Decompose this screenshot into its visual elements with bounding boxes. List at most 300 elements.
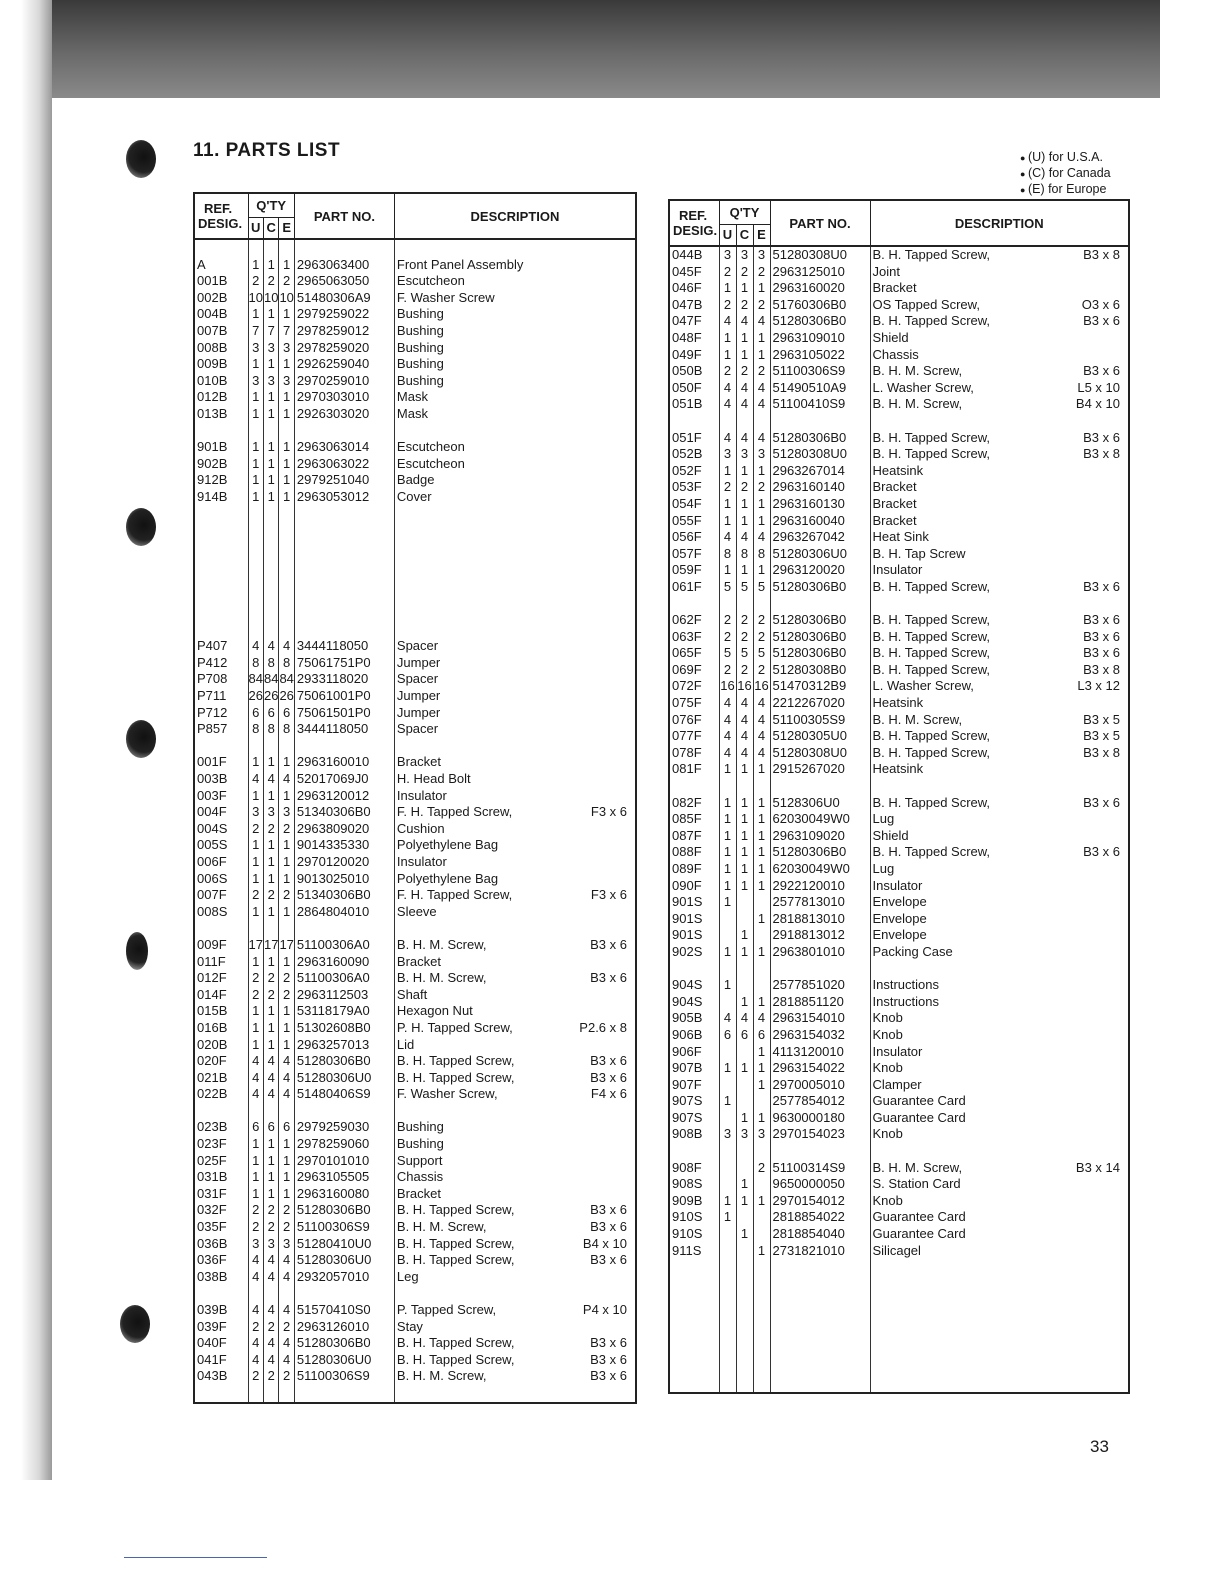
qty-u-cell: 1 (248, 472, 263, 489)
qty-e-cell: 1 (279, 954, 294, 971)
description-cell (394, 638, 636, 655)
ref-desig-cell: 031B (194, 1169, 248, 1186)
blank-cell (394, 555, 636, 572)
qty-c-cell (736, 911, 753, 928)
blank-cell (279, 622, 294, 639)
qty-c-cell: 1 (263, 1169, 278, 1186)
parts-table-right-body (669, 246, 1129, 1393)
part-no-cell: 9013025010 (294, 871, 394, 888)
blank-cell (294, 506, 394, 523)
blank-cell (770, 1359, 870, 1376)
part-no-cell: 2577854012 (770, 1093, 870, 1110)
parts-table-left-body (194, 239, 636, 1403)
description-cell (394, 987, 636, 1004)
qty-u-cell: 1 (719, 513, 736, 530)
part-no-cell: 2970101010 (294, 1153, 394, 1170)
qty-e-cell: 1 (279, 1020, 294, 1037)
qty-u-cell: 4 (719, 712, 736, 729)
size-text (619, 273, 627, 290)
blank-cell (279, 522, 294, 539)
description-cell (870, 513, 1129, 530)
qty-u-cell: 2 (248, 273, 263, 290)
ref-desig-cell: 057F (669, 546, 719, 563)
ref-header-line1: REF. (679, 208, 708, 223)
description-wrap (873, 612, 1129, 629)
ref-desig-cell: 076F (669, 712, 719, 729)
qty-e-cell: 1 (753, 1060, 770, 1077)
blank-cell (194, 522, 248, 539)
blank-cell (870, 1326, 1129, 1343)
qty-c-cell: 4 (736, 745, 753, 762)
qty-c-cell: 1 (263, 306, 278, 323)
description-cell (870, 496, 1129, 513)
qty-c-cell: 2 (736, 297, 753, 314)
description-wrap (397, 754, 635, 771)
qty-u-cell: 1 (248, 788, 263, 805)
blank-cell (870, 961, 1129, 978)
ref-desig-cell: 056F (669, 529, 719, 546)
description-cell (870, 811, 1129, 828)
description-wrap (397, 472, 635, 489)
qty-u-cell: 3 (719, 246, 736, 264)
size-text (1112, 1226, 1120, 1243)
ref-desig-cell: 022B (194, 1086, 248, 1103)
description-cell (870, 363, 1129, 380)
part-no-cell: 2979259022 (294, 306, 394, 323)
description-text: Knob (872, 1026, 903, 1042)
table-row (669, 1209, 1129, 1226)
blank-cell (770, 1309, 870, 1326)
blank-cell (294, 605, 394, 622)
ref-desig-cell: 011F (194, 954, 248, 971)
part-no-cell: 2963160080 (294, 1186, 394, 1203)
description-text: P. H. Tapped Screw, (396, 1019, 513, 1035)
ref-desig-cell: 035F (194, 1219, 248, 1236)
blank-cell (394, 1385, 636, 1403)
description-text: Envelope (872, 927, 927, 943)
part-no-cell: 5128306U0 (770, 795, 870, 812)
qty-c-cell: 1 (263, 754, 278, 771)
part-no-cell: 51280306U0 (770, 546, 870, 563)
blank-cell (263, 239, 278, 257)
qty-e-cell: 3 (279, 804, 294, 821)
description-cell (394, 954, 636, 971)
description-wrap (397, 987, 635, 1004)
page-title: 11. PARTS LIST (193, 140, 341, 161)
qty-u-cell: 1 (248, 854, 263, 871)
part-no-cell: 51280306B0 (770, 579, 870, 596)
description-cell (870, 878, 1129, 895)
table-row (194, 406, 636, 423)
spacer-row (194, 572, 636, 589)
description-header: DESCRIPTION (870, 200, 1129, 246)
size-text (1112, 1176, 1120, 1193)
description-text: Jumper (396, 704, 441, 720)
description-wrap (873, 927, 1129, 944)
description-wrap (397, 871, 635, 888)
part-no-cell: 51340306B0 (294, 887, 394, 904)
description-wrap (397, 1302, 635, 1319)
blank-cell (669, 961, 719, 978)
description-text: Jumper (396, 688, 441, 704)
blank-cell (263, 1285, 278, 1302)
description-text: B. H. Tapped Screw, (872, 645, 991, 661)
description-wrap (873, 1027, 1129, 1044)
blank-cell (294, 1385, 394, 1403)
qty-u-cell: 4 (719, 695, 736, 712)
ref-desig-cell: 003F (194, 788, 248, 805)
size-text (619, 1186, 627, 1203)
part-no-cell: 51100306S9 (294, 1368, 394, 1385)
size-text (1112, 861, 1120, 878)
qty-c-cell: 1 (736, 513, 753, 530)
size-text (619, 1169, 627, 1186)
qty-u-cell: 4 (248, 1086, 263, 1103)
table-row (194, 1086, 636, 1103)
description-wrap (397, 406, 635, 423)
qty-c-cell: 16 (737, 678, 752, 694)
blank-cell (279, 539, 294, 556)
description-text: Hexagon Nut (396, 1003, 473, 1019)
size-text: B3 x 6 (590, 970, 627, 986)
qty-c-cell: 4 (263, 1053, 278, 1070)
blank-cell (719, 1375, 736, 1393)
qty-u-cell: 4 (248, 638, 263, 655)
description-text: B. H. M. Screw, (872, 396, 963, 412)
qty-c-cell: 3 (263, 1236, 278, 1253)
blank-cell (248, 522, 263, 539)
binder-hole-icon (126, 140, 156, 178)
spacer-row (669, 1309, 1129, 1326)
blank-cell (770, 778, 870, 795)
size-text: B3 x 6 (1083, 645, 1120, 661)
table-row (669, 645, 1129, 662)
blank-cell (279, 555, 294, 572)
blank-cell (719, 1292, 736, 1309)
description-text: B. H. Tapped Screw, (872, 744, 991, 760)
size-text (1112, 1060, 1120, 1077)
description-text: Front Panel Assembly (396, 256, 524, 272)
blank-cell (870, 1309, 1129, 1326)
blank-cell (770, 961, 870, 978)
description-cell (870, 828, 1129, 845)
blank-cell (263, 622, 278, 639)
table-row (194, 1302, 636, 1319)
blank-cell (770, 1259, 870, 1276)
ref-desig-cell: 036F (194, 1252, 248, 1269)
description-text: Guarantee Card (872, 1093, 966, 1109)
qty-u-cell: 1 (248, 904, 263, 921)
ref-desig-cell: 001F (194, 754, 248, 771)
blank-cell (669, 595, 719, 612)
qty-u-cell: 3 (248, 1236, 263, 1253)
part-no-cell: 51280308U0 (770, 246, 870, 264)
spacer-row (194, 555, 636, 572)
qty-c-cell: 1 (263, 257, 278, 274)
blank-cell (770, 1326, 870, 1343)
ref-desig-cell: 021B (194, 1070, 248, 1087)
description-cell (394, 273, 636, 290)
qty-c-cell: 1 (263, 1153, 278, 1170)
blank-cell (394, 539, 636, 556)
part-no-cell: 51100306S9 (770, 363, 870, 380)
blank-cell (770, 1342, 870, 1359)
size-text (619, 1136, 627, 1153)
ref-desig-cell: 063F (669, 629, 719, 646)
qty-u-cell: 4 (248, 1252, 263, 1269)
table-row (669, 612, 1129, 629)
ref-desig-header (194, 193, 248, 239)
qty-e-cell: 16 (754, 678, 769, 694)
table-row (669, 1243, 1129, 1260)
part-no-cell: 2963267042 (770, 529, 870, 546)
table-row (669, 994, 1129, 1011)
part-no-cell: 2963160130 (770, 496, 870, 513)
qty-c-cell: 7 (263, 323, 278, 340)
qty-c-cell: 1 (263, 1003, 278, 1020)
part-no-cell: 2965063050 (294, 273, 394, 290)
blank-cell (736, 1375, 753, 1393)
table-row (669, 761, 1129, 778)
ref-desig-cell: 904S (669, 977, 719, 994)
description-cell (870, 911, 1129, 928)
part-no-cell: 51280308B0 (770, 662, 870, 679)
description-text: Jumper (396, 654, 441, 670)
description-wrap (873, 363, 1129, 380)
description-wrap (397, 1252, 635, 1269)
qty-c-cell: 3 (736, 246, 753, 264)
size-text (619, 671, 627, 688)
table-row (194, 638, 636, 655)
qty-c-cell: 4 (736, 728, 753, 745)
description-cell (394, 1136, 636, 1153)
spacer-row (194, 506, 636, 523)
size-text (619, 871, 627, 888)
table-row (669, 662, 1129, 679)
description-wrap (397, 937, 635, 954)
part-no-cell: 2963112503 (294, 987, 394, 1004)
ref-desig-header (669, 200, 719, 246)
ref-desig-cell: 010B (194, 373, 248, 390)
part-no-cell: 51570410S0 (294, 1302, 394, 1319)
description-wrap (873, 994, 1129, 1011)
qty-c-cell: 2 (263, 1202, 278, 1219)
part-no-cell: 51280308U0 (770, 745, 870, 762)
size-text: P4 x 10 (582, 1302, 627, 1317)
table-row (194, 721, 636, 738)
description-text: B. H. M. Screw, (872, 711, 963, 727)
qty-e-cell: 4 (753, 380, 770, 397)
ref-desig-cell: 914B (194, 489, 248, 506)
size-text (1112, 994, 1120, 1011)
qty-e-cell: 5 (753, 579, 770, 596)
size-text: B3 x 6 (1083, 612, 1120, 628)
description-cell (870, 761, 1129, 778)
blank-cell (669, 1359, 719, 1376)
qty-u-cell: 2 (248, 1368, 263, 1385)
part-no-cell: 52017069J0 (294, 771, 394, 788)
size-text (1112, 562, 1120, 579)
description-cell (394, 1302, 636, 1319)
table-row (194, 1186, 636, 1203)
size-text: B3 x 8 (1083, 744, 1120, 760)
qty-e-cell: 4 (753, 1010, 770, 1027)
ref-desig-cell: 089F (669, 861, 719, 878)
blank-cell (719, 1342, 736, 1359)
description-cell (394, 1319, 636, 1336)
description-text: Support (396, 1152, 443, 1168)
description-wrap (873, 977, 1129, 994)
qty-u-cell: 1 (248, 356, 263, 373)
blank-cell (248, 605, 263, 622)
description-wrap (397, 887, 635, 904)
qty-u-cell (719, 911, 736, 928)
blank-cell (753, 1326, 770, 1343)
size-text (619, 306, 627, 323)
description-wrap (873, 894, 1129, 911)
parts-table-right (668, 199, 1130, 1394)
table-row (194, 373, 636, 390)
part-no-cell: 51280306B0 (294, 1335, 394, 1352)
qty-e-cell: 1 (279, 1169, 294, 1186)
qty-u-cell: 84 (248, 671, 263, 687)
qty-c-header: C (263, 217, 278, 239)
description-text: Joint (872, 263, 900, 279)
size-text (1112, 811, 1120, 828)
description-wrap (873, 396, 1129, 413)
blank-cell (279, 588, 294, 605)
part-no-cell: 3444118050 (294, 638, 394, 655)
qty-u-cell: 1 (719, 347, 736, 364)
ref-desig-cell: P412 (194, 655, 248, 672)
ref-desig-cell: 059F (669, 562, 719, 579)
qty-c-cell: 3 (263, 804, 278, 821)
description-wrap (873, 761, 1129, 778)
qty-c-cell: 2 (736, 612, 753, 629)
spacer-row (194, 1103, 636, 1120)
description-cell (394, 1219, 636, 1236)
part-no-cell: 2818854040 (770, 1226, 870, 1243)
qty-e-cell: 3 (753, 246, 770, 264)
description-text: Bracket (872, 495, 917, 511)
qty-e-cell: 2 (279, 1202, 294, 1219)
description-cell (870, 1027, 1129, 1044)
size-text (619, 655, 627, 672)
qty-e-cell: 1 (279, 257, 294, 274)
description-text: Escutcheon (396, 273, 465, 289)
description-text: Guarantee Card (872, 1209, 966, 1225)
spacer-row (194, 239, 636, 257)
ref-desig-cell: 906B (669, 1027, 719, 1044)
qty-c-cell: 10 (263, 289, 279, 305)
ref-desig-cell: 065F (669, 645, 719, 662)
qty-u-cell: 3 (248, 373, 263, 390)
qty-c-cell: 1 (736, 496, 753, 513)
qty-u-cell: 1 (248, 1003, 263, 1020)
spacer-row (194, 622, 636, 639)
table-row (194, 1119, 636, 1136)
description-wrap (397, 1319, 635, 1336)
description-wrap (873, 1093, 1129, 1110)
table-row (669, 546, 1129, 563)
description-text: Heatsink (872, 761, 924, 777)
part-no-cell: 2979251040 (294, 472, 394, 489)
blank-cell (194, 605, 248, 622)
spacer-row (669, 961, 1129, 978)
part-no-cell: 2963126010 (294, 1319, 394, 1336)
description-text: Lug (872, 860, 895, 876)
table-row (194, 1335, 636, 1352)
ref-desig-cell: P708 (194, 671, 248, 688)
description-text: B. H. M. Screw, (872, 1159, 963, 1175)
table-row (669, 1226, 1129, 1243)
qty-c-cell (736, 1160, 753, 1177)
blank-cell (279, 572, 294, 589)
part-no-cell: 9630000180 (770, 1110, 870, 1127)
ref-desig-cell: 014F (194, 987, 248, 1004)
qty-u-cell: 1 (248, 306, 263, 323)
qty-u-cell: 2 (248, 1319, 263, 1336)
table-row (669, 977, 1129, 994)
qty-u-cell: 17 (248, 936, 263, 952)
qty-c-cell: 4 (263, 1252, 278, 1269)
qty-e-cell (753, 927, 770, 944)
qty-c-cell: 1 (736, 811, 753, 828)
ref-desig-cell: 907S (669, 1110, 719, 1127)
qty-u-cell: 2 (719, 612, 736, 629)
size-text (1112, 944, 1120, 961)
size-text (619, 1003, 627, 1020)
ref-desig-cell: 055F (669, 513, 719, 530)
part-no-cell: 2933118020 (294, 671, 394, 688)
description-text: Envelope (872, 910, 927, 926)
description-text: Shield (872, 827, 909, 843)
blank-cell (870, 1342, 1129, 1359)
qty-e-cell: 1 (279, 306, 294, 323)
part-no-cell: 2963109020 (770, 828, 870, 845)
qty-c-cell (736, 1093, 753, 1110)
table-row (669, 562, 1129, 579)
table-row (669, 264, 1129, 281)
description-wrap (397, 970, 635, 987)
description-text: Knob (872, 1192, 903, 1208)
ref-desig-cell: 902B (194, 456, 248, 473)
size-text (1112, 1093, 1120, 1110)
ref-desig-cell: 051F (669, 430, 719, 447)
blank-cell (263, 522, 278, 539)
description-text: Knob (872, 1060, 903, 1076)
part-no-cell: 2963125010 (770, 264, 870, 281)
qty-u-cell: 1 (719, 1093, 736, 1110)
ref-desig-cell: 085F (669, 811, 719, 828)
qty-u-cell: 1 (719, 463, 736, 480)
description-text: Leg (396, 1268, 419, 1284)
qty-e-cell: 1 (753, 562, 770, 579)
ref-desig-cell: 049F (669, 347, 719, 364)
size-text (619, 1037, 627, 1054)
table-row (669, 944, 1129, 961)
qty-c-cell: 1 (263, 439, 278, 456)
part-no-header: PART NO. (294, 193, 394, 239)
part-no-cell: 51280306U0 (294, 1070, 394, 1087)
blank-cell (770, 1292, 870, 1309)
qty-e-cell: 2 (753, 363, 770, 380)
qty-c-cell: 26 (263, 688, 279, 704)
size-text: B3 x 6 (1083, 429, 1120, 445)
description-cell (870, 396, 1129, 413)
qty-e-cell: 1 (753, 911, 770, 928)
qty-e-cell: 1 (753, 844, 770, 861)
